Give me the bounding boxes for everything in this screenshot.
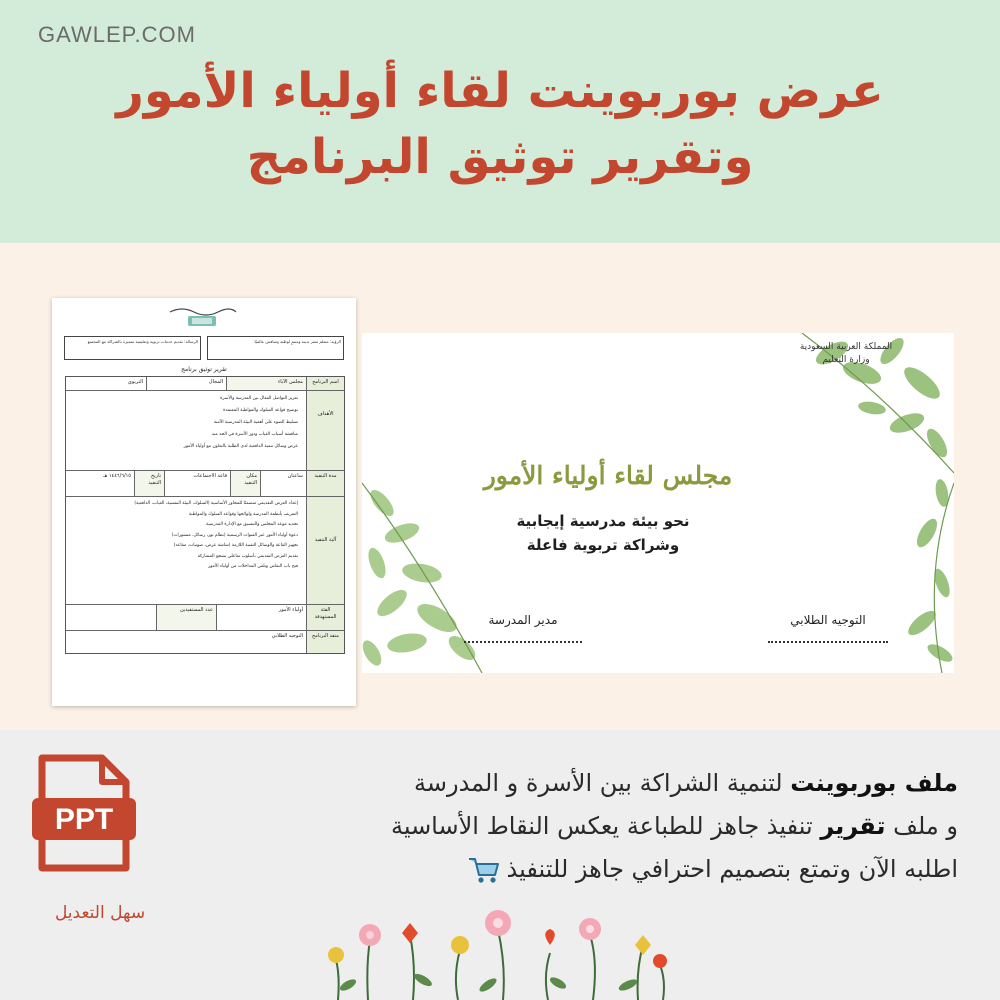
table-row [66,391,344,471]
row-label: منفذ البرنامج [306,631,344,653]
table-cell: ساعتان [260,471,306,496]
table-row [66,497,344,605]
row-label: آلية التنفيذ [306,497,344,604]
table-cell: التوجيه الطلابي [271,633,303,639]
description-text: و ملف [885,812,958,840]
slide-title: مجلس لقاء أولياء الأمور [483,461,733,490]
row-label: الأهداف [306,391,344,470]
description-line-2 [158,805,958,848]
title-line-2: وتقرير توثيق البرنامج [246,129,754,185]
signature-principal [464,613,582,643]
report-highlight: تقرير [820,812,886,840]
signature-line [768,641,888,643]
list-item: تقديم العرض التقديمي بأسلوب تفاعلي يشجع المشاركة [197,553,298,559]
easy-edit-label: سهل التعديل [54,903,146,923]
table-cell: ١٤٤٦/٦/١٥ هـ [103,473,131,479]
list-item: عرض وسائل تنمية الدافعية لدى الطلبة بالتعاون مع أولياء الأمور [183,444,298,449]
list-item: تحديد موعد المجلس والتنسيق مع الإدارة المدرسية [206,522,298,527]
slide-organization [782,341,910,367]
mission-box: الرسالة: تقديم خدمات تربوية وتعليمية متميزة بالشراكة مع المجتمع [64,336,201,360]
slide-subtitle [362,509,844,557]
row-label: اسم البرنامج [306,377,344,390]
table-cell: أولياء الأمور [216,605,306,630]
document-title: تقرير توثيق برنامج [181,366,227,373]
description-text: اطلبه الآن وتمتع بتصميم احترافي جاهز للتنفيذ [506,855,958,883]
shopping-cart-icon [467,856,501,884]
powerpoint-slide-preview [362,333,954,673]
ministry-name: وزارة التعليم [822,355,870,365]
goals-list [69,393,298,453]
description-text: تنفيذ جاهز للطباعة يعكس النقاط الأساسية [390,812,821,840]
table-row [66,471,344,497]
ppt-file-icon [28,754,138,874]
table-cell: تاريخ التنفيذ [134,471,164,496]
signature-line [464,641,582,643]
table-row [66,631,344,653]
signature-label: مدير المدرسة [488,613,558,627]
list-item: توضيح قواعد السلوك والمواظبة المعتمدة [223,408,298,413]
table-cell: عدد المستفيدين [156,605,216,630]
description-line-3 [158,848,958,891]
list-item: مناقشة أسباب الغياب ودور الأسرة في الحد منه [211,432,298,437]
ministry-logo [162,304,242,330]
table-cell: التربوي [127,379,143,385]
list-item: تسليط الضوء على أهمية البيئة المدرسية الآمنة [213,420,298,425]
row-label: مدة التنفيذ [306,471,344,496]
product-description [158,762,958,891]
site-name: GAWLEP.COM [38,22,196,47]
list-item: إعداد العرض التقديمي متضمنًا للمحاور الأساسية (السلوك، البيئة النفسية، الغياب، الدافعية) [134,501,298,506]
ppt-highlight: ملف بوربوينت [790,769,958,797]
vision-mission-boxes [64,336,344,360]
table-cell [66,497,306,604]
table-cell: مكان التنفيذ [230,471,260,496]
ppt-label: PPT [54,803,114,836]
subtitle-line-1: نحو بيئة مدرسية إيجابية [516,512,690,530]
steps-list [69,499,298,573]
list-item: التعريف بأنظمة المدرسة ولوائحها وقواعد السلوك والمواظبة [188,511,298,517]
subtitle-line-2: وشراكة تربوية فاعلة [526,536,680,554]
vision-box: الرؤية: متعلم معتز بدينه ومنتمٍ لوطنه ومنافس عالميًا [207,336,344,360]
signature-counselor [768,613,888,643]
signature-label: التوجيه الطلابي [790,613,866,627]
table-cell: مجلس الآباء [226,377,306,390]
flowers-decoration [318,905,680,1000]
list-item: فتح باب النقاش وتلقي المداخلات من أولياء الأمور [208,564,298,569]
title-line-1: عرض بوربوينت لقاء أولياء الأمور [116,63,884,119]
table-cell [66,605,156,630]
list-item: تعزيز التواصل الفعال بين المدرسة والأسرة [220,396,298,401]
description-line-1 [158,762,958,805]
report-document-preview [52,298,356,706]
list-item: دعوة أولياء الأمور عبر القنوات الرسمية (نظام نور، رسائل، منشورات) [171,532,298,538]
table-cell: المجال [146,377,226,390]
table-cell: قاعة الاجتماعات [164,471,230,496]
table-row [66,377,344,391]
description-text: لتنمية الشراكة بين الأسرة و المدرسة [414,769,791,797]
row-label: الفئة المستهدفة [306,605,344,630]
report-table [65,376,345,654]
page-title [40,58,960,190]
table-row [66,605,344,631]
country-name: المملكة العربية السعودية [799,342,893,352]
table-cell [66,391,306,470]
list-item: تجهيز القاعة والوسائل التقنية اللازمة (شاشة عرض، صوتيات، مقاعد) [173,543,298,548]
